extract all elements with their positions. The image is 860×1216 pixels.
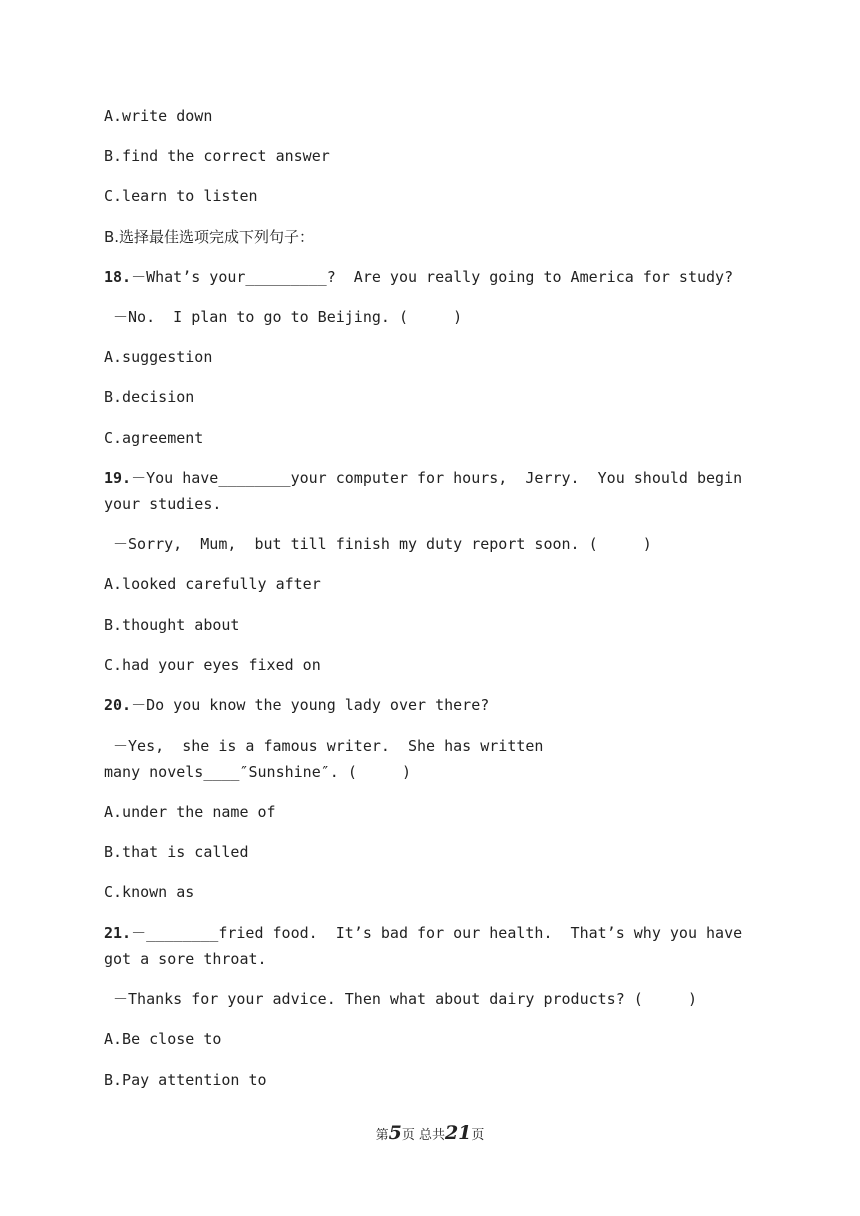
option-18c: C.agreement [104, 429, 204, 447]
question-21 [104, 920, 764, 972]
option-20a: A.under the name of [104, 803, 276, 821]
option-17b: B.find the correct answer [104, 147, 330, 165]
current-page-number: 5 [388, 1122, 402, 1144]
question-text: －Do you know the young lady over there? [131, 696, 490, 714]
section-heading: B.选择最佳选项完成下列句子： [104, 228, 315, 246]
question-text: －You have________your computer for hours, Jerry. You should begin your studies. [104, 469, 752, 513]
question-number: 21. [104, 924, 132, 942]
page-footer [0, 1122, 860, 1144]
question-text: －________fried food. It’s bad for our health. That’s why you have got a sore throat. [104, 924, 752, 968]
question-19 [104, 465, 764, 517]
option-19a: A.looked carefully after [104, 575, 321, 593]
option-18a: A.suggestion [104, 348, 213, 366]
option-19b: B.thought about [104, 616, 240, 634]
question-18 [104, 264, 733, 290]
question-number: 20. [104, 696, 132, 714]
question-number: 19. [104, 469, 132, 487]
option-21b: B.Pay attention to [104, 1071, 267, 1089]
option-21a: A.Be close to [104, 1030, 222, 1048]
option-17a: A.write down [104, 107, 213, 125]
reply-19: －Sorry, Mum, but till finish my duty report soon. ( ) [104, 535, 652, 553]
footer-suffix: 页 [471, 1128, 485, 1143]
option-20c: C.known as [104, 883, 195, 901]
reply-18: －No. I plan to go to Beijing. ( ) [104, 308, 463, 326]
option-18b: B.decision [104, 388, 195, 406]
question-20 [104, 692, 489, 718]
reply-20: －Yes, she is a famous writer. She has written many novels____″Sunshine″. ( ) [104, 737, 553, 781]
option-17c: C.learn to listen [104, 187, 258, 205]
question-text: －What’s your_________? Are you really going to America for study? [131, 268, 734, 286]
option-20b: B.that is called [104, 843, 249, 861]
question-number: 18. [104, 268, 132, 286]
footer-prefix: 第 [375, 1128, 389, 1143]
footer-mid: 页 总共 [401, 1128, 445, 1143]
option-19c: C.had your eyes fixed on [104, 656, 321, 674]
reply-21: －Thanks for your advice. Then what about dairy products? ( ) [104, 990, 697, 1008]
total-page-number: 21 [444, 1122, 472, 1144]
